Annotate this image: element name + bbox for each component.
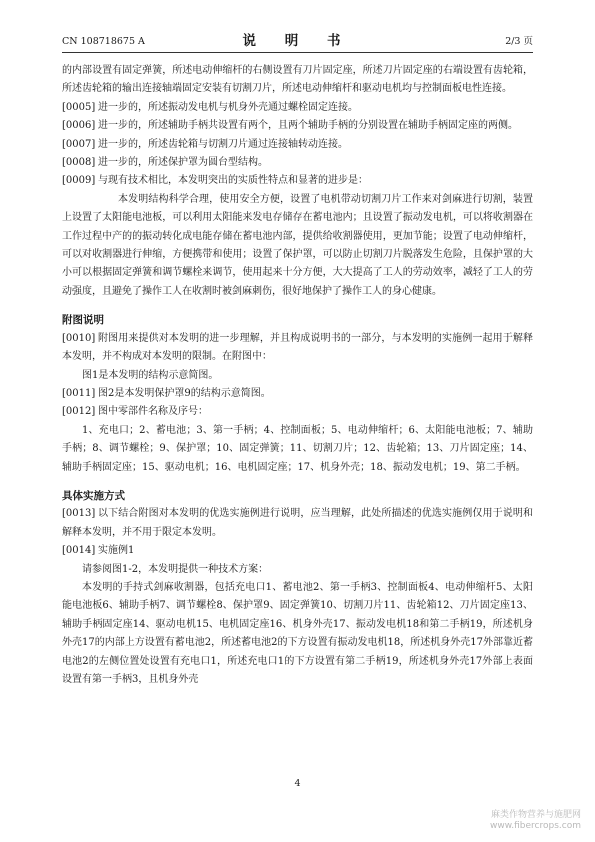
paragraph-number: [0010] [62,332,96,344]
paragraph-number: [0013] [62,508,96,520]
paragraph-0010 [62,330,533,367]
continued-paragraph: 的内部设置有固定弹簧，所述电动伸缩杆的右侧设置有刀片固定座，所述刀片固定座的右端设置有齿轮箱，所述齿轮箱的输出连接轴端固定安装有切割刀片，所述电动伸缩杆和驱动电机均与控制面板电性连接。 [62,65,533,95]
paragraph-text [62,330,533,367]
paragraph-text: 图中零部件名称及序号： [98,406,208,418]
figure-1-description [62,367,533,385]
page-number: 4 [294,778,301,789]
paragraph-number: [0011] [62,387,96,399]
paragraph-text: 与现有技术相比，本发明突出的实质性特点和显著的进步是： [98,175,368,187]
paragraph-number: [0014] [62,545,96,557]
paragraph-text-inner: 进一步的，所述辅助手柄共设置有两个，且两个辅助手柄的分别设置在辅助手柄固定座的两侧。 [98,120,518,132]
paragraph-0009 [62,172,533,190]
description-paragraph [62,579,533,689]
paragraph-0014 [62,542,533,560]
watermark-line-2: www.fibercrops.com [490,821,581,831]
document-title: 说 明 书 [242,33,353,49]
paragraph-0007 [62,136,533,154]
reference-paragraph [62,561,533,579]
paragraph-text: 请参阅图1-2，本发明提供一种技术方案： [82,563,269,575]
paragraph-text: 图1是本发明的结构示意简图。 [82,369,219,381]
parts-list [62,422,533,477]
paragraph-text [62,117,533,135]
paragraph-text: 实施例1 [98,545,135,557]
page-header [62,30,533,53]
paragraph-number: [0007] [62,138,96,150]
paragraph-text: 图2是本发明保护罩9的结构示意简图。 [98,387,271,399]
section-heading-figures: 附图说明 [62,314,104,327]
paragraph-0006 [62,117,533,135]
paragraph-text [62,505,533,542]
paragraph-text: 本发明结构科学合理，使用安全方便，设置了电机带动切割刀片工作来对剑麻进行切割，装置上设置了太阳能电池板，可以利用太阳能来发电存储存在蓄电池内；且设置了振动发电机，可以将收割器在工作过程中产的的振动转化成电能存储在蓄电池内部，提供给收割器使用，更加节能；设置了电动伸缩杆，可以对收割器进行伸缩，方便携带和使用；设置了保护罩，可以防止切割刀片脱落发生危险，且保护罩的大小可以根据固定弹簧和调节螺栓来调节，使用起来十分方便，大大提高了工人的劳动效率，减轻了工人的劳动强度，且避免了操作工人在收割时被剑麻刺伤，很好地保护了操作工人的身心健康。 [62,193,533,297]
advantages-paragraph [62,191,533,301]
page-indicator: 2/3 页 [505,36,533,47]
paragraph-number: [0005] [62,101,96,113]
paragraph-number: [0012] [62,406,96,418]
paragraph-text: 1、充电口；2、蓄电池；3、第一手柄；4、控制面板；5、电动伸缩杆；6、太阳能电池板；7、辅助手柄；8、调节螺栓；9、保护罩；10、固定弹簧；11、切割刀片；12、齿轮箱；13、刀片固定座；14、辅助手柄固定座；15、驱动电机；16、电机固定座；17、机身外壳；18、振动发电机；19、第二手柄。 [62,424,533,473]
paragraph-text-inner: 以下结合附图对本发明的优选实施例进行说明，应当理解，此处所描述的优选实施例仅用于说明和解释本发明，并不用于限定本发明。 [62,508,533,538]
publication-number: CN 108718675 A [62,36,145,47]
paragraph-text: 进一步的，所述振动发电机与机身外壳通过螺栓固定连接。 [98,101,358,113]
document-body [62,62,533,689]
watermark [490,810,581,832]
paragraph-number: [0008] [62,157,96,169]
paragraph-0012 [62,403,533,421]
paragraph-number: [0006] [62,120,96,132]
paragraph-text: 进一步的，所述齿轮箱与切割刀片通过连接轴转动连接。 [98,138,348,150]
section-heading-embodiment: 具体实施方式 [62,489,125,502]
paragraph-text: 本发明的手持式剑麻收割器，包括充电口1、蓄电池2、第一手柄3、控制面板4、电动伸缩杆5、太阳能电池板6、辅助手柄7、调节螺栓8、保护罩9、固定弹簧10、切割刀片11、齿轮箱12、刀片固定座13、辅助手柄固定座14、驱动电机15、电机固定座16、机身外壳17、振动发电机18和第二手柄19，所述机身外壳17的内部上方设置有蓄电池2，所述蓄电池2的下方设置有振动发电机18，所述机身外壳17外部靠近蓄电池2的左侧位置处设置有充电口1，所述充电口1的下方设置有第二手柄19，所述机身外壳17外部上表面设置有第一手柄3，且机身外壳 [62,581,533,685]
paragraph-0011 [62,385,533,403]
paragraph-0008 [62,154,533,172]
watermark-line-1: 麻类作物营养与施肥网 [490,810,581,820]
paragraph-0013 [62,505,533,542]
paragraph-number: [0009] [62,175,96,187]
paragraph-0005 [62,99,533,117]
paragraph-text-inner: 附图用来提供对本发明的进一步理解，并且构成说明书的一部分，与本发明的实施例一起用于解释本发明，并不构成对本发明的限制。在附图中： [62,332,533,363]
paragraph-text: 进一步的，所述保护罩为圆台型结构。 [98,157,268,169]
